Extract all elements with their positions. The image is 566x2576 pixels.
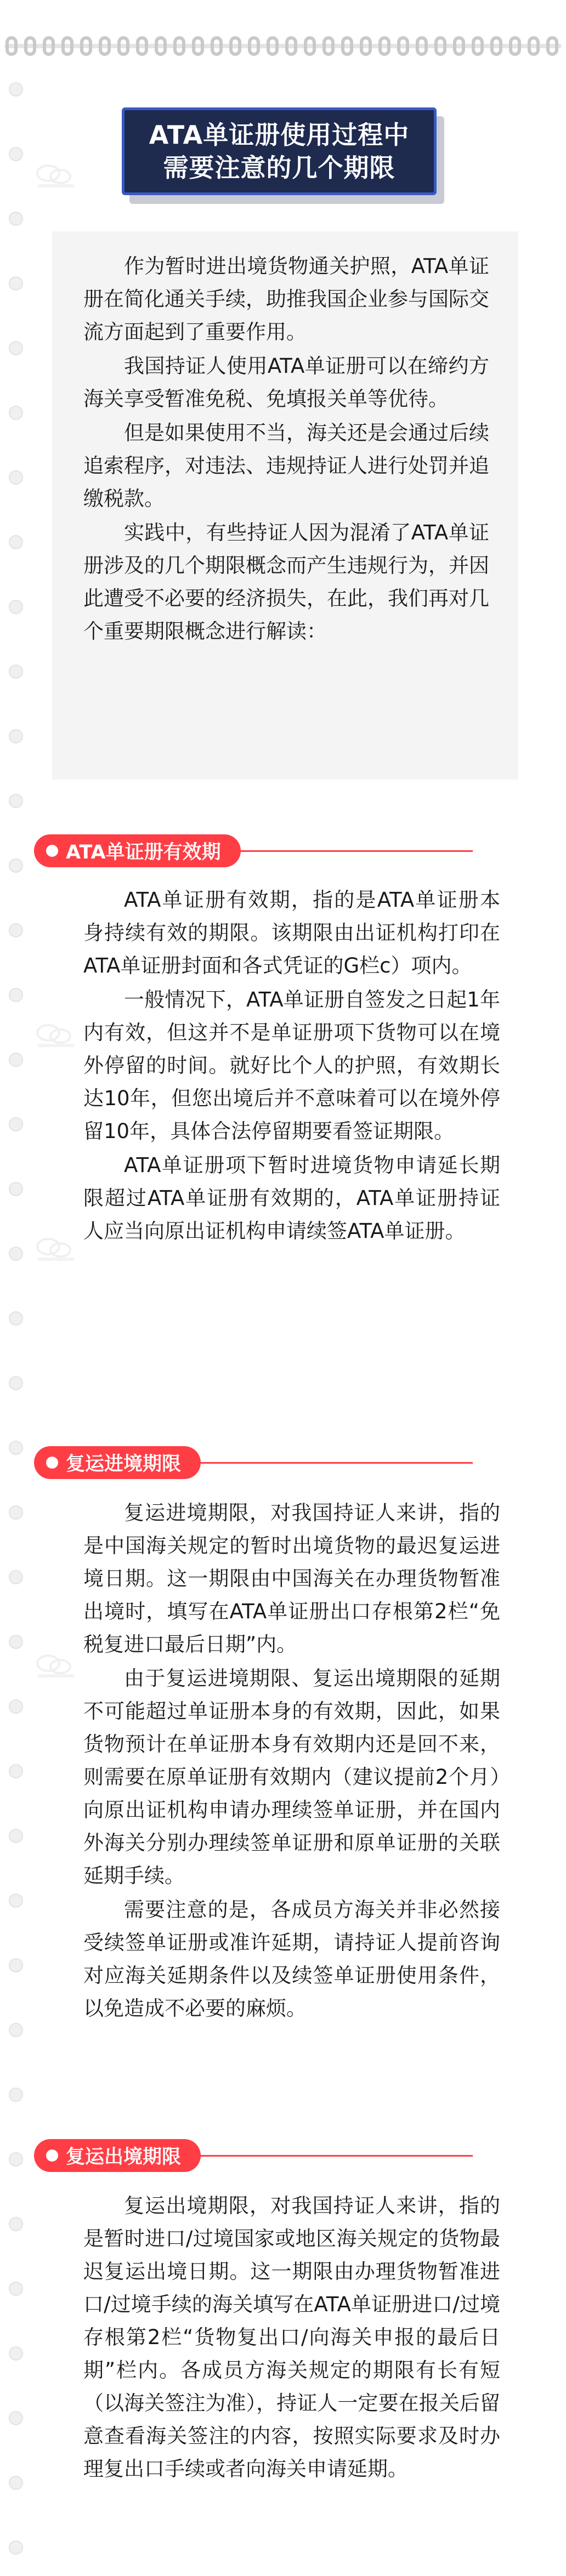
binder-ring-icon xyxy=(229,36,241,56)
intro-paragraph: 我国持证人使用ATA单证册可以在缔约方海关享受暂准免税、免填报关单等优待。 xyxy=(83,354,489,411)
notebook-hole-icon xyxy=(9,2346,23,2361)
binder-ring-icon xyxy=(304,36,316,56)
binder-ring-icon xyxy=(267,36,279,56)
intro-text xyxy=(83,250,489,649)
binder-ring-icon xyxy=(211,36,223,56)
notebook-hole-icon xyxy=(9,923,23,937)
notebook-hole-icon xyxy=(9,2023,23,2037)
notebook-hole-icon xyxy=(9,1376,23,1390)
binder-ring-icon xyxy=(434,36,446,56)
notebook-hole-icon xyxy=(9,212,23,226)
notebook-hole-icon xyxy=(9,1635,23,1649)
binder-ring-icon xyxy=(99,36,111,56)
logo-watermark-icon xyxy=(32,1650,80,1683)
notebook-hole-icon xyxy=(9,1053,23,1067)
logo-watermark-icon xyxy=(32,160,80,193)
binder-ring-icon xyxy=(341,36,353,56)
binder-ring-icon xyxy=(453,36,465,56)
notebook-hole-icon xyxy=(9,1247,23,1261)
notebook-hole-icon xyxy=(9,1958,23,1972)
notebook-hole-icon xyxy=(9,2411,23,2425)
binder-ring-icon xyxy=(360,36,372,56)
binder-ring-icon xyxy=(285,36,297,56)
binder-ring-icon xyxy=(397,36,409,56)
notebook-hole-icon xyxy=(9,406,23,420)
notebook-hole-icon xyxy=(9,858,23,873)
notebook-holes xyxy=(9,0,25,2576)
ring-binder-icon xyxy=(0,35,566,57)
binder-ring-icon xyxy=(490,36,502,56)
notebook-hole-icon xyxy=(9,1117,23,1131)
notebook-hole-icon xyxy=(9,1893,23,1908)
notebook-hole-icon xyxy=(9,470,23,485)
notebook-hole-icon xyxy=(9,664,23,679)
title-line-2: 需要注意的几个期限 xyxy=(163,153,395,183)
section-heading-reimport xyxy=(34,1446,201,1479)
binder-ring-icon xyxy=(416,36,428,56)
bullet-dot-icon xyxy=(46,845,58,857)
section-heading-label: 复运出境期限 xyxy=(66,2146,182,2168)
notebook-hole-icon xyxy=(9,1311,23,1326)
bullet-dot-icon xyxy=(46,2149,58,2162)
binder-ring-icon xyxy=(80,36,92,56)
notebook-hole-icon xyxy=(9,600,23,614)
section-paragraph: 一般情况下，ATA单证册自签发之日起1年内有效，但这并不是单证册项下货物可以在境外停留的时间。就好比个人的护照，有效期长达10年，但您出境后并不意味着可以在境外停留10年，具体合法停留期要看签证期限。 xyxy=(83,988,500,1143)
section-paragraph: ATA单证册项下暂时进境货物申请延长期限超过ATA单证册有效期的，ATA单证册持证人应当向原出证机构申请续签ATA单证册。 xyxy=(83,1153,500,1243)
notebook-hole-icon xyxy=(9,2540,23,2555)
notebook-hole-icon xyxy=(9,535,23,549)
section-heading-validity xyxy=(34,834,241,867)
section-body-reimport xyxy=(83,1497,500,2026)
binder-ring-icon xyxy=(248,36,260,56)
binder-ring-icon xyxy=(155,36,167,56)
binder-ring-icon xyxy=(173,36,185,56)
binder-ring-icon xyxy=(472,36,484,56)
notebook-hole-icon xyxy=(9,1764,23,1778)
notebook-hole-icon xyxy=(9,2088,23,2102)
notebook-hole-icon xyxy=(9,276,23,291)
notebook-hole-icon xyxy=(9,2282,23,2296)
notebook-hole-icon xyxy=(9,1570,23,1584)
binder-ring-icon xyxy=(61,36,73,56)
notebook-hole-icon xyxy=(9,341,23,355)
section-body-validity xyxy=(83,884,500,1249)
section-paragraph: 复运进境期限，对我国持证人来讲，指的是中国海关规定的暂时出境货物的最迟复运进境日期。这一期限由中国海关在办理货物暂准出境时，填写在ATA单证册出口存根第2栏“免税复进口最后日期”内。 xyxy=(83,1501,500,1656)
notebook-hole-icon xyxy=(9,1829,23,1843)
bullet-dot-icon xyxy=(46,1457,58,1469)
section-paragraph: 需要注意的是，各成员方海关并非必然接受续签单证册或准许延期，请持证人提前咨询对应海关延期条件以及续签单证册使用条件，以免造成不必要的麻烦。 xyxy=(83,1898,500,2020)
section-body-reexport xyxy=(83,2190,500,2487)
notebook-hole-icon xyxy=(9,729,23,743)
section-paragraph: 由于复运进境期限、复运出境期限的延期不可能超过单证册本身的有效期，因此，如果货物预计在单证册本身有效期内还是回不来，则需要在原单证册有效期内（建议提前2个月）向原出证机构申请办理续签单证册，并在国内外海关分别办理续签单证册和原单证册的关联延期手续。 xyxy=(83,1667,500,1887)
notebook-hole-icon xyxy=(9,2152,23,2166)
title-box xyxy=(122,107,437,195)
binder-ring-icon xyxy=(136,36,148,56)
intro-paragraph: 但是如果使用不当，海关还是会通过后续追索程序，对违法、违规持证人进行处罚并追缴税款。 xyxy=(83,421,489,510)
binder-ring-icon xyxy=(509,36,521,56)
notebook-hole-icon xyxy=(9,82,23,96)
notebook-hole-icon xyxy=(9,1699,23,1714)
logo-watermark-icon xyxy=(32,1020,80,1053)
binder-ring-icon xyxy=(528,36,540,56)
notebook-hole-icon xyxy=(9,2217,23,2231)
notebook-hole-icon xyxy=(9,147,23,161)
section-heading-label: 复运进境期限 xyxy=(66,1453,182,1475)
intro-paragraph: 作为暂时进出境货物通关护照，ATA单证册在简化通关手续，助推我国企业参与国际交流方面起到了重要作用。 xyxy=(83,254,489,344)
binder-ring-icon xyxy=(117,36,129,56)
intro-paragraph: 实践中，有些持证人因为混淆了ATA单证册涉及的几个期限概念而产生违规行为，并因此遭受不必要的经济损失，在此，我们再对几个重要期限概念进行解读： xyxy=(83,521,489,643)
title-line-1: ATA单证册使用过程中 xyxy=(149,120,410,150)
title-card xyxy=(122,107,444,204)
notebook-hole-icon xyxy=(9,2476,23,2490)
section-paragraph: ATA单证册有效期，指的是ATA单证册本身持续有效的期限。该期限由出证机构打印在ATA单证册封面和各式凭证的G栏c）项内。 xyxy=(83,888,500,977)
notebook-hole-icon xyxy=(9,988,23,1002)
binder-ring-icon xyxy=(378,36,390,56)
binder-ring-icon xyxy=(192,36,204,56)
notebook-hole-icon xyxy=(9,1441,23,1455)
binder-ring-icon xyxy=(322,36,335,56)
section-paragraph: 复运出境期限，对我国持证人来讲，指的是暂时进口/过境国家或地区海关规定的货物最迟复运出境日期。这一期限由办理货物暂准进口/过境手续的海关填写在ATA单证册进口/过境存根第2栏“货物复出口/向海关申报的最后日期”栏内。各成员方海关规定的期限有长有短（以海关签注为准），持证人一定要在报关后留意查看海关签注的内容，按照实际要求及时办理复出口手续或者向海关申请延期。 xyxy=(83,2194,500,2481)
section-heading-reexport xyxy=(34,2139,201,2172)
section-heading-label: ATA单证册有效期 xyxy=(66,841,221,863)
notebook-hole-icon xyxy=(9,1182,23,1196)
notebook-hole-icon xyxy=(9,1505,23,1520)
binder-ring-icon xyxy=(43,36,55,56)
notebook-hole-icon xyxy=(9,794,23,808)
logo-watermark-icon xyxy=(32,1233,80,1266)
binder-ring-icon xyxy=(24,36,36,56)
binder-ring-icon xyxy=(546,36,558,56)
